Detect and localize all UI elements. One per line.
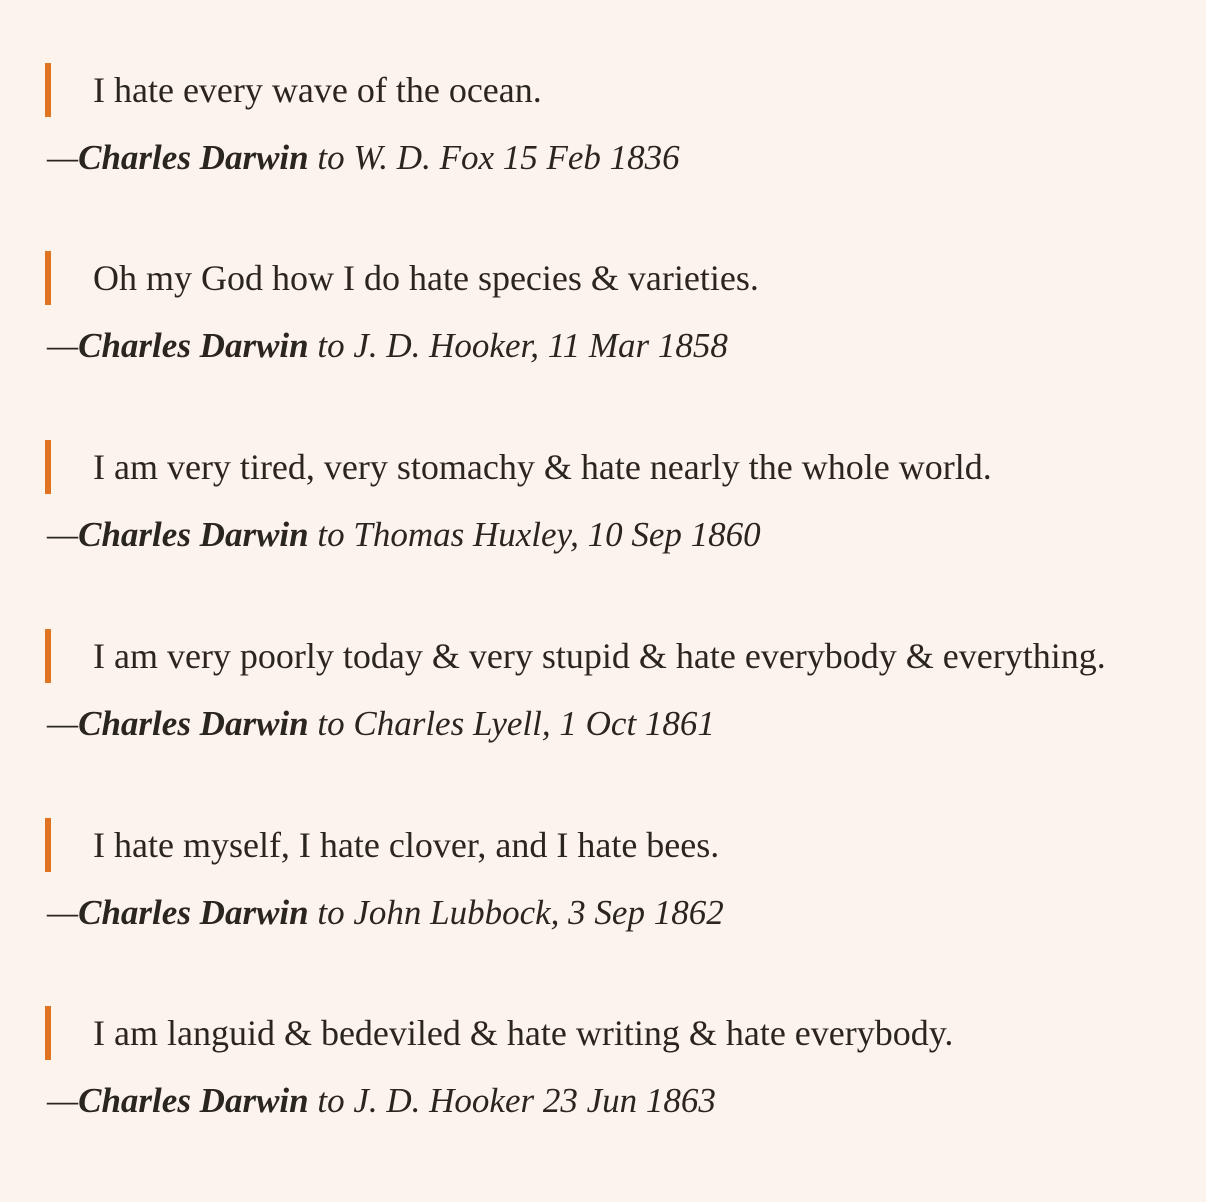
- quote-entry: [0, 1006, 1206, 1156]
- quote-attribution: [47, 888, 724, 938]
- quote-text: I am very tired, very stomachy & hate nearly the whole world.: [93, 447, 992, 487]
- quote-text: I hate myself, I hate clover, and I hate bees.: [93, 825, 720, 865]
- attribution-dash: —: [47, 326, 79, 365]
- quote-attribution: [47, 133, 680, 183]
- quote-attribution: [47, 510, 761, 560]
- attribution-author: Charles Darwin: [78, 893, 309, 932]
- quote-attribution: [47, 321, 728, 371]
- quote-entry: [0, 63, 1206, 213]
- quote-accent-bar: [45, 440, 51, 494]
- attribution-dash: —: [47, 893, 79, 932]
- attribution-recipient: to Thomas Huxley, 10 Sep 1860: [308, 515, 761, 554]
- attribution-author: Charles Darwin: [78, 515, 309, 554]
- quote-entry: [0, 818, 1206, 968]
- quote-entry: [0, 251, 1206, 401]
- quote-accent-bar: [45, 251, 51, 305]
- quote-text: I am very poorly today & very stupid & hate everybody & everything.: [93, 636, 1106, 676]
- quote-text: I hate every wave of the ocean.: [93, 70, 542, 110]
- attribution-recipient: to J. D. Hooker, 11 Mar 1858: [308, 326, 728, 365]
- quote-entry: [0, 629, 1206, 779]
- quote-accent-bar: [45, 818, 51, 872]
- attribution-recipient: to John Lubbock, 3 Sep 1862: [308, 893, 724, 932]
- quote-accent-bar: [45, 1006, 51, 1060]
- attribution-recipient: to J. D. Hooker 23 Jun 1863: [308, 1081, 716, 1120]
- quote-text: Oh my God how I do hate species & varieties.: [93, 258, 759, 298]
- attribution-author: Charles Darwin: [78, 704, 309, 743]
- quote-attribution: [47, 699, 715, 749]
- attribution-author: Charles Darwin: [78, 138, 309, 177]
- attribution-dash: —: [47, 138, 79, 177]
- attribution-dash: —: [47, 515, 79, 554]
- quote-accent-bar: [45, 63, 51, 117]
- quote-text: I am languid & bedeviled & hate writing & hate everybody.: [93, 1013, 954, 1053]
- attribution-dash: —: [47, 704, 79, 743]
- attribution-author: Charles Darwin: [78, 326, 309, 365]
- quote-attribution: [47, 1076, 716, 1126]
- attribution-recipient: to Charles Lyell, 1 Oct 1861: [308, 704, 715, 743]
- quote-entry: [0, 440, 1206, 590]
- attribution-recipient: to W. D. Fox 15 Feb 1836: [308, 138, 680, 177]
- quote-accent-bar: [45, 629, 51, 683]
- attribution-dash: —: [47, 1081, 79, 1120]
- attribution-author: Charles Darwin: [78, 1081, 309, 1120]
